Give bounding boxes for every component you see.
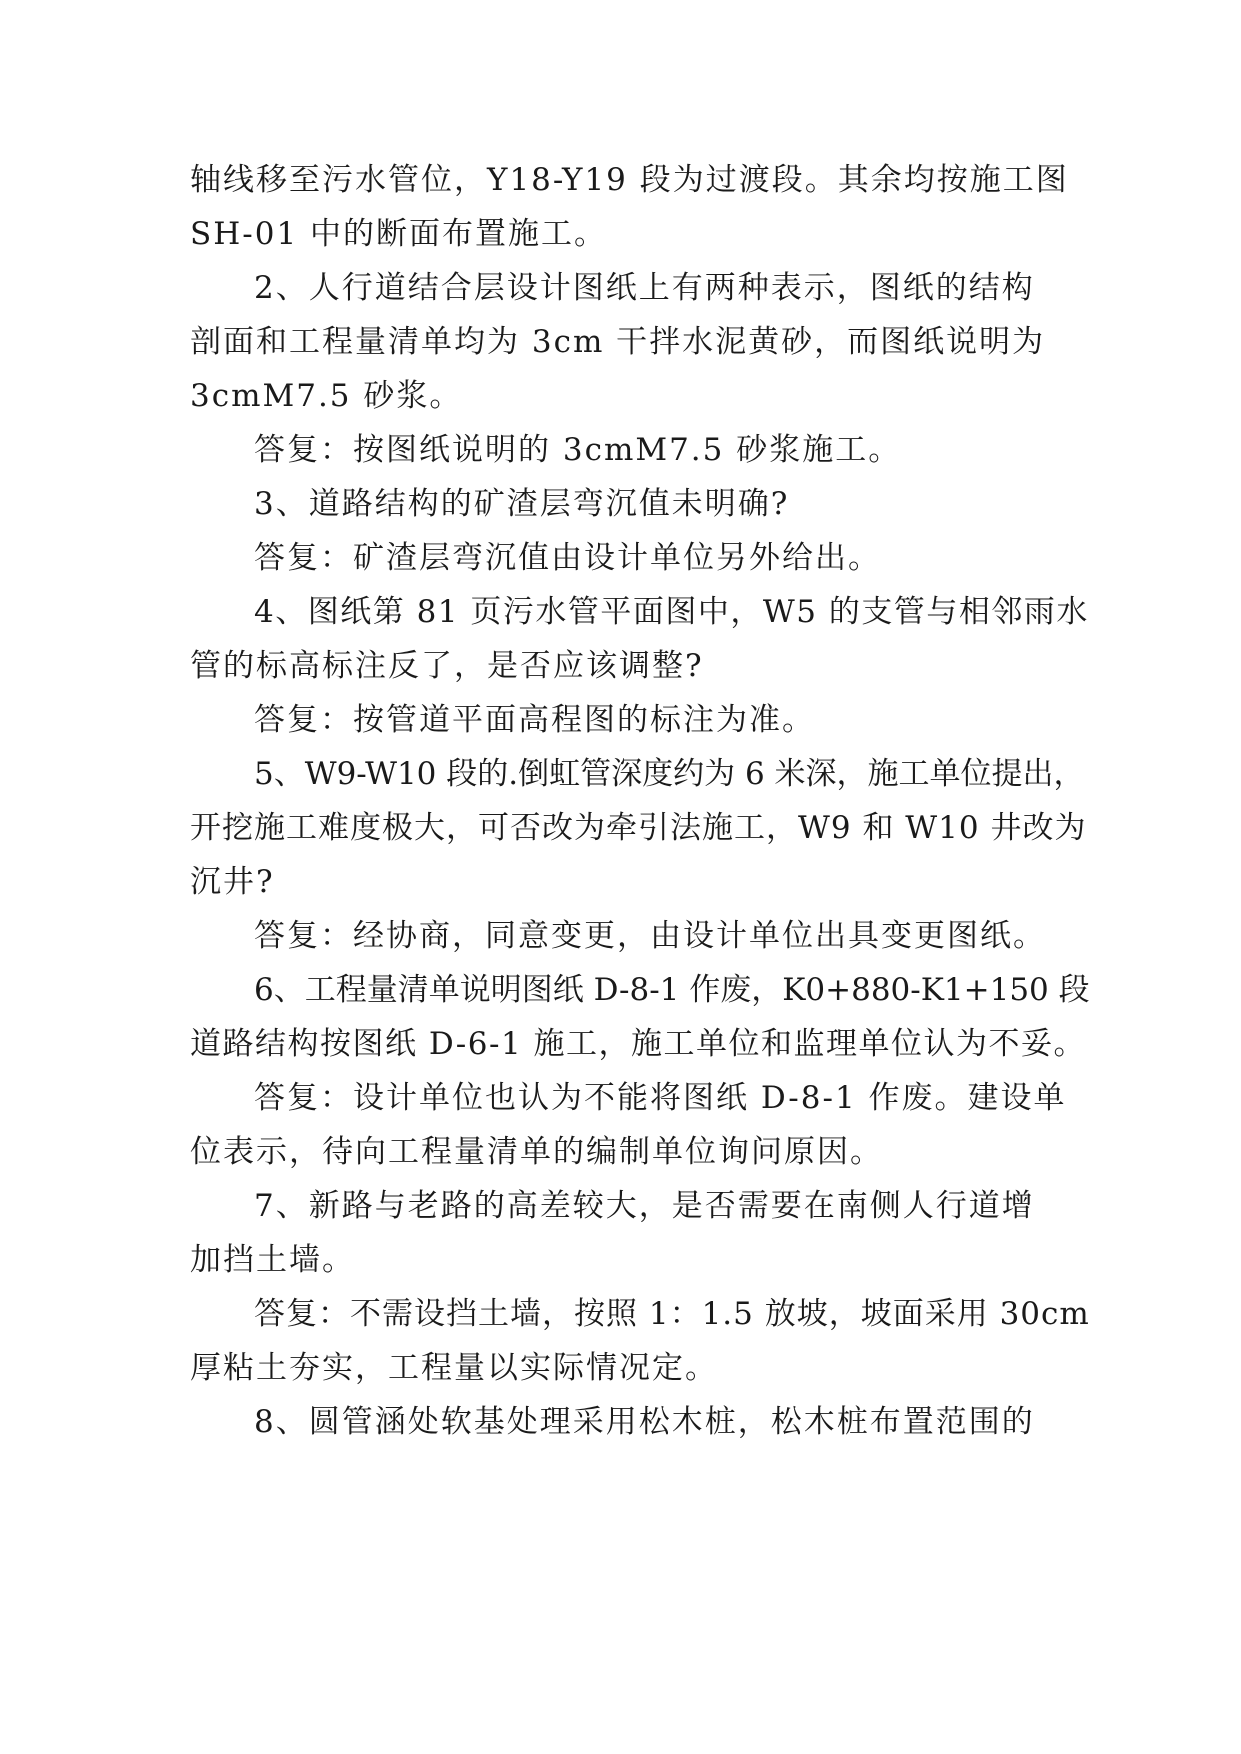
text-line: 4、图纸第 81 页污水管平面图中，W5 的支管与相邻雨水 <box>254 594 1089 630</box>
text-line: 答复：矿渣层弯沉值由设计单位另外给出。 <box>254 540 881 576</box>
text-line: 厚粘土夯实，工程量以实际情况定。 <box>190 1350 718 1386</box>
text-line: 剖面和工程量清单均为 3cm 干拌水泥黄砂，而图纸说明为 <box>190 324 1046 360</box>
text-line: 5、W9-W10 段的.倒虹管深度约为 6 米深，施工单位提出， <box>254 756 1085 792</box>
text-line: 3、道路结构的矿渣层弯沉值未明确? <box>254 486 790 522</box>
text-line: 答复：按管道平面高程图的标注为准。 <box>254 702 815 738</box>
text-line: 答复：设计单位也认为不能将图纸 D-8-1 作废。建设单 <box>254 1080 1067 1116</box>
text-line: 管的标高标注反了，是否应该调整? <box>190 648 704 684</box>
text-line: 加挡土墙。 <box>190 1242 355 1278</box>
text-line: 道路结构按图纸 D-6-1 施工，施工单位和监理单位认为不妥。 <box>190 1026 1087 1062</box>
text-line: 答复：经协商，同意变更，由设计单位出具变更图纸。 <box>254 918 1046 954</box>
text-line: 开挖施工难度极大，可否改为牵引法施工，W9 和 W10 井改为 <box>190 810 1087 846</box>
text-line: 3cmM7.5 砂浆。 <box>190 378 463 414</box>
text-line: 答复：不需设挡土墙，按照 1：1.5 放坡，坡面采用 30cm <box>254 1296 1090 1332</box>
text-line: 8、圆管涵处软基处理采用松木桩，松木桩布置范围的 <box>254 1404 1035 1440</box>
text-line: 轴线移至污水管位，Y18-Y19 段为过渡段。其余均按施工图 <box>190 162 1069 198</box>
text-line: 2、人行道结合层设计图纸上有两种表示，图纸的结构 <box>254 270 1035 306</box>
text-line: 沉井? <box>190 864 275 900</box>
text-line: 6、工程量清单说明图纸 D-8-1 作废，K0+880-K1+150 段 <box>254 972 1090 1008</box>
text-line: 7、新路与老路的高差较大，是否需要在南侧人行道增 <box>254 1188 1035 1224</box>
text-line: 位表示，待向工程量清单的编制单位询问原因。 <box>190 1134 883 1170</box>
text-line: 答复：按图纸说明的 3cmM7.5 砂浆施工。 <box>254 432 902 468</box>
text-line: SH-01 中的断面布置施工。 <box>190 216 608 252</box>
